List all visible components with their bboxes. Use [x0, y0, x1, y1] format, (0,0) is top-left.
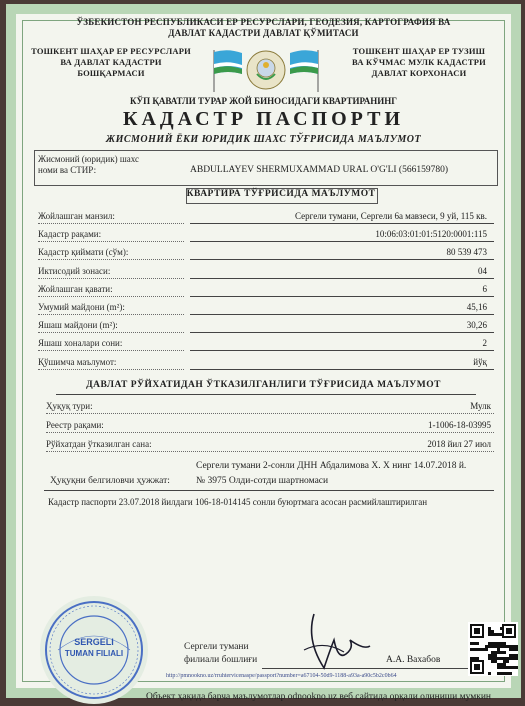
registration-row-rule [46, 413, 494, 414]
signature-scribble [284, 610, 374, 674]
owner-section-heading: ЖИСМОНИЙ ЁКИ ЮРИДИК ШАХС ТЎҒРИСИДА МАЪЛУМОТ [105, 134, 422, 145]
signer-role-line-2: филиали бошлиғи [184, 655, 258, 665]
apartment-row-label-rule [38, 350, 184, 351]
apartment-row-value: 80 539 473 [446, 247, 487, 258]
apartment-row-value: йўқ [473, 356, 487, 367]
registration-row-rule [46, 432, 494, 433]
document-title: КАДАСТР ПАСПОРТИ [122, 108, 405, 130]
signer-role-line-1: Сергели тумани [184, 642, 249, 652]
left-org-line-3: БОШҚАРМАСИ [77, 68, 145, 78]
signer-name: А.А. Вахабов [386, 655, 441, 665]
apartment-row-value: 2 [482, 338, 487, 349]
right-org-line-1: ТОШКЕНТ ШАҲАР ЕР ТУЗИШ [352, 46, 486, 56]
apartment-row-label-rule [38, 314, 184, 315]
apartment-row-value-rule [190, 223, 494, 224]
ministry-line-1: ЎЗБЕКИСТОН РЕСПУБЛИКАСИ ЕР РЕСУРСЛАРИ, ГЕОДЕЗИЯ, КАРТОГРАФИЯ ВА [76, 17, 451, 27]
owner-label-line-2: номи ва СТИР: [38, 165, 97, 175]
right-flag-icon [290, 50, 318, 92]
apartment-row-label-rule [38, 278, 184, 279]
apartment-row-value-rule [190, 296, 494, 297]
footer-text: Объект ҳақида барча маълумотлар odnookno.uz веб сайтида орқали олиниши мумкин [146, 692, 492, 702]
apartment-row-value-rule [190, 350, 494, 351]
apartment-row-label: Яшаш майдони (m²): [38, 320, 118, 331]
basis-line-2: № 3975 Олди-сотди шартномаси [196, 476, 329, 486]
apartment-row-value-rule [190, 332, 494, 333]
apartment-row-label-rule [38, 223, 184, 224]
apartment-row-label-rule [38, 259, 184, 260]
registration-row-label: Рўйхатдан ўтказилган сана: [46, 439, 152, 449]
owner-value: ABDULLAYEV SHERMUXAMMAD URAL O'G'LI (566159780) [190, 165, 448, 175]
state-emblem-and-flags [206, 44, 326, 96]
apartment-row-value: 30,26 [466, 320, 487, 331]
registration-section-heading: ДАВЛАТ РЎЙХАТИДАН ЎТКАЗИЛГАНЛИГИ ТЎҒРИСИДА МАЪЛУМОТ [86, 380, 441, 390]
apartment-row-value: 6 [482, 283, 487, 294]
registration-row-value: Мулк [470, 401, 491, 411]
apartment-row-label: Яшаш хоналари сони: [38, 338, 123, 349]
document-subtitle: КЎП ҚАВАТЛИ ТУРАР ЖОЙ БИНОСИДАГИ КВАРТИРАНИНГ [129, 96, 398, 106]
basis-rule [44, 490, 494, 491]
apartment-row-label: Кадастр рақами: [38, 229, 102, 240]
apartment-row-label-rule [38, 332, 184, 333]
apartment-row-label: Иктисодий зонаси: [38, 265, 111, 276]
apartment-row-label-rule [38, 241, 184, 242]
registration-row-value: 2018 йил 27 июл [427, 439, 491, 449]
basis-line-1: Сергели тумани 2-сонли ДНН Абдалимова Х. Х нинг 14.07.2018 й. [196, 461, 467, 471]
apartment-row-label: Жойлашган қавати: [38, 283, 113, 294]
apartment-row-value-rule [190, 278, 494, 279]
registration-row-rule [46, 451, 494, 452]
apartment-row-label: Кадастр қиймати (сўм): [38, 247, 129, 258]
issued-text: Кадастр паспорти 23.07.2018 йилдаги 106-18-014145 сонли буюртмага асосан расмийлаштирилган [48, 497, 428, 507]
left-org-line-2: ВА ДАВЛАТ КАДАСТРИ [60, 57, 162, 67]
right-org-line-2: ВА КЎЧМАС МУЛК КАДАСТРИ [352, 57, 486, 67]
cadastral-passport-document [6, 4, 521, 702]
apartment-row-value: 10:06:03:01:01:5120:0001:115 [375, 229, 487, 240]
ministry-line-2: ДАВЛАТ КАДАСТРИ ДАВЛАТ ҚЎМИТАСИ [168, 28, 359, 38]
left-flag-icon [214, 50, 242, 92]
apartment-row-value: Сергели тумани, Сергели 6а мавзеси, 9 уй, 115 кв. [295, 211, 487, 221]
apartment-row-value-rule [190, 369, 494, 370]
apartment-row-value-rule [190, 259, 494, 260]
apartment-row-value: 04 [478, 265, 487, 276]
apartment-row-label: Қўшимча маълумот: [38, 356, 117, 367]
registration-row-label: Ҳуқуқ тури: [46, 401, 93, 411]
owner-label-line-1: Жисмоний (юридик) шахс [38, 154, 139, 164]
apartment-row-label: Умумий майдони (m²): [38, 302, 125, 312]
apartment-row-value-rule [190, 241, 494, 242]
apartment-row-value-rule [190, 314, 494, 315]
apartment-row-label-rule [38, 369, 184, 370]
verification-url[interactable]: http://pmnookno.uz/rruhtervicenaspe/passport?number=a67104-50d9-1188-a93a-a90c5b2c0b64 [166, 673, 397, 679]
right-org-line-3: ДАВЛАТ КОРХОНАСИ [371, 68, 467, 78]
apartment-row-label: Жойлашган манзил: [38, 211, 115, 221]
apartment-row-value: 45,16 [466, 302, 487, 312]
stamp-text-2: TUMAN FILIALI [64, 649, 124, 658]
basis-label: Ҳуқуқни белгиловчи ҳужжат: [50, 476, 170, 486]
emblem-icon [247, 51, 285, 89]
registration-heading-rule [56, 394, 476, 395]
apartment-section-heading: КВАРТИРА ТЎҒРИСИДА МАЪЛУМОТ [186, 189, 376, 199]
apartment-row-label-rule [38, 296, 184, 297]
registration-row-label: Реестр рақами: [46, 420, 104, 430]
left-org-line-1: ТОШКЕНТ ШАҲАР ЕР РЕСУРСЛАРИ [31, 46, 191, 56]
stamp-text-1: SERGELI [74, 637, 114, 647]
registration-row-value: 1-1006-18-03995 [428, 420, 491, 430]
qr-code-icon [468, 622, 518, 676]
